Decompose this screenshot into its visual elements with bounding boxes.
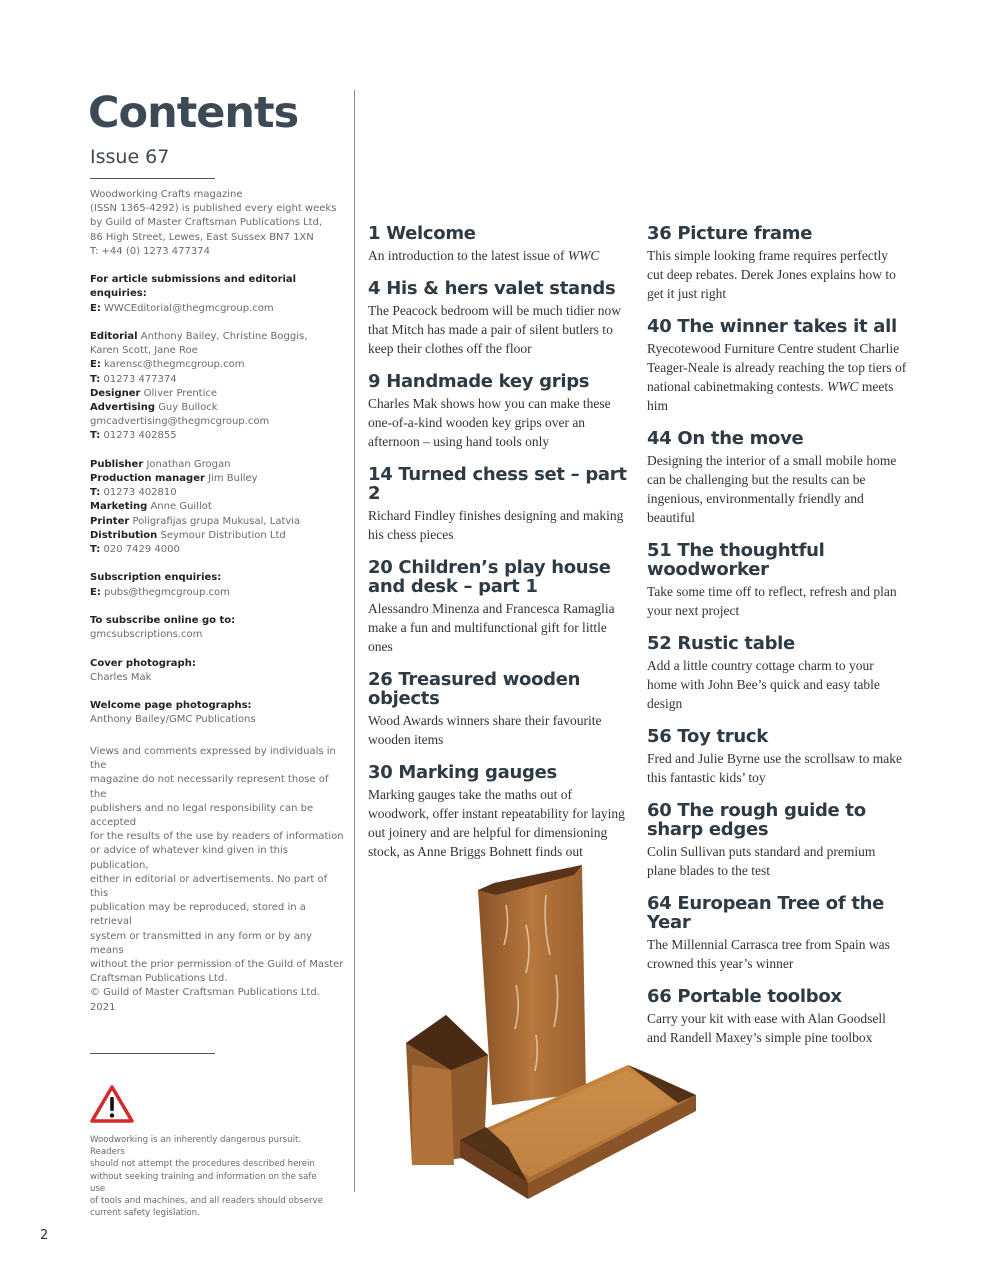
contents-entry[interactable]: [647, 429, 907, 527]
safety-line: without seeking training and information on the safe use: [90, 1171, 317, 1194]
entry-desc: Charles Mak shows how you can make these one-of-a-kind wooden key grips over an afternoon – using hand tools only: [368, 396, 611, 449]
designer-name: Oliver Prentice: [143, 387, 218, 399]
phone-label: T:: [90, 487, 101, 499]
contents-entry[interactable]: [647, 317, 907, 415]
disclaimer-line: system or transmitted in any form or by any means: [90, 930, 313, 956]
page-number: 2: [40, 1228, 49, 1243]
cover-credit-block: [90, 657, 345, 685]
page-title: Contents: [88, 88, 299, 138]
disclaimer: [90, 745, 345, 1015]
entry-title[interactable]: 1 Welcome: [368, 223, 476, 244]
entry-desc: Alessandro Minenza and Francesca Ramaglia make a fun and multifunctional gift for little ones: [368, 601, 615, 654]
entry-desc: Carry your kit with ease with Alan Goodsell and Randell Maxey’s simple pine toolbox: [647, 1011, 886, 1045]
advertising-phone: 01273 402855: [103, 430, 177, 442]
submissions-block: [90, 273, 345, 316]
entry-title[interactable]: 20 Children’s play house and desk – part 1: [368, 557, 611, 597]
designer-label: Designer: [90, 387, 141, 399]
wooden-holders-photo: [396, 865, 706, 1200]
entry-title[interactable]: 26 Treasured wooden objects: [368, 669, 581, 709]
entry-desc: Add a little country cottage charm to your home with John Bee’s quick and easy table design: [647, 658, 880, 711]
publisher-label: Publisher: [90, 458, 144, 470]
production-name: Jim Bulley: [208, 473, 258, 485]
marketing-label: Marketing: [90, 501, 148, 513]
safety-line: of tools and machines, and all readers should observe: [90, 1196, 323, 1207]
disclaimer-line: magazine do not necessarily represent those of the: [90, 774, 329, 800]
subscription-block: [90, 571, 345, 599]
distribution-label: Distribution: [90, 529, 158, 541]
entry-title[interactable]: 66 Portable toolbox: [647, 986, 842, 1007]
printer-name: Poligrafijas grupa Mukusal, Latvia: [132, 515, 301, 527]
intro-line: (ISSN 1365-4292) is published every eight weeks: [90, 203, 337, 215]
publisher-name: Jonathan Grogan: [146, 458, 231, 470]
issue-number: Issue 67: [90, 146, 170, 168]
contents-entry[interactable]: [368, 763, 628, 861]
entry-desc: This simple looking frame requires perfectly cut deep rebates. Derek Jones explains how to get it just right: [647, 248, 896, 301]
production-label: Production manager: [90, 473, 205, 485]
entry-desc: Fred and Julie Byrne use the scrollsaw to make this fantastic kids’ toy: [647, 751, 902, 785]
entry-desc: The Millennial Carrasca tree from Spain was crowned this year’s winner: [647, 937, 890, 971]
safety-line: Woodworking is an inherently dangerous pursuit. Readers: [90, 1135, 302, 1158]
entry-title[interactable]: 56 Toy truck: [647, 726, 768, 747]
contents-entry[interactable]: [368, 279, 628, 358]
disclaimer-line: Views and comments expressed by individuals in the: [90, 746, 336, 772]
editorial-phone: 01273 477374: [103, 373, 177, 385]
publishing-block: [90, 458, 345, 557]
entry-desc: Richard Findley finishes designing and making his chess pieces: [368, 508, 624, 542]
contents-entry[interactable]: [368, 465, 628, 544]
entry-title[interactable]: 14 Turned chess set – part 2: [368, 464, 627, 504]
subscription-heading: Subscription enquiries:: [90, 572, 222, 584]
warning-triangle-icon: [90, 1084, 134, 1124]
email-label: E:: [90, 359, 101, 371]
submissions-heading: For article submissions and editorial enquiries:: [90, 274, 297, 300]
safety-line: should not attempt the procedures described herein: [90, 1159, 315, 1170]
entry-title[interactable]: 4 His & hers valet stands: [368, 278, 616, 299]
subscribe-online-link[interactable]: gmcsubscriptions.com: [90, 629, 203, 641]
divider: [90, 178, 215, 179]
email-label: E:: [90, 586, 101, 598]
contents-entry[interactable]: [368, 372, 628, 451]
intro-line: T: +44 (0) 1273 477374: [90, 245, 210, 257]
magazine-name: WWC: [567, 248, 600, 263]
entry-desc-text: Ryecotewood Furniture Centre student Charlie Teager-Neale is already reaching the top tiers of national cabinetmaking contests.: [647, 341, 907, 394]
welcome-heading: Welcome page photographs:: [90, 700, 252, 712]
printer-label: Printer: [90, 515, 130, 527]
entry-desc-text: meets him: [647, 379, 894, 413]
disclaimer-line: © Guild of Master Craftsman Publications Ltd. 2021: [90, 987, 320, 1013]
email-label: E:: [90, 302, 101, 314]
entry-desc: Take some time off to reflect, refresh and plan your next project: [647, 584, 897, 618]
subscribe-online-block: [90, 614, 345, 642]
entry-title[interactable]: 51 The thoughtful woodworker: [647, 540, 825, 580]
entry-title[interactable]: 40 The winner takes it all: [647, 316, 897, 337]
column-divider: [354, 90, 355, 1192]
entry-title[interactable]: 60 The rough guide to sharp edges: [647, 800, 866, 840]
entry-desc: [368, 246, 628, 265]
intro-line: 86 High Street, Lewes, East Sussex BN7 1XN: [90, 231, 314, 243]
phone-label: T:: [90, 544, 101, 556]
entry-title[interactable]: 44 On the move: [647, 428, 804, 449]
cover-credit: Charles Mak: [90, 671, 152, 683]
entry-desc: Wood Awards winners share their favourite wooden items: [368, 713, 602, 747]
production-phone: 01273 402810: [103, 487, 177, 499]
contents-entry[interactable]: [647, 634, 907, 713]
welcome-credit: Anthony Bailey/GMC Publications: [90, 714, 256, 726]
entry-desc: Designing the interior of a small mobile home can be challenging but the results can be ingenious, environmentally friendly and beautiful: [647, 453, 897, 525]
disclaimer-line: or advice of whatever kind given in this publication,: [90, 845, 288, 871]
contents-entry[interactable]: [647, 224, 907, 303]
disclaimer-line: Craftsman Publications Ltd.: [90, 973, 228, 985]
masthead-intro: [90, 188, 345, 259]
phone-label: T:: [90, 373, 101, 385]
divider: [90, 1053, 215, 1054]
submissions-email[interactable]: WWCEditorial@thegmcgroup.com: [104, 302, 274, 314]
contents-column-left: [368, 224, 628, 875]
entry-desc: Marking gauges take the maths out of woodwork, offer instant repeatability for laying out joinery and are helpful for dimensioning stock, as Anne Briggs Bohnett finds out: [368, 787, 625, 859]
editorial-names: Anthony Bailey, Christine Boggis,: [140, 331, 308, 342]
disclaimer-line: for the results of the use by readers of information: [90, 831, 344, 843]
magazine-name: WWC: [826, 379, 859, 394]
marketing-name: Anne Guillot: [150, 501, 212, 513]
entry-title[interactable]: 30 Marking gauges: [368, 762, 557, 783]
subscribe-online-heading: To subscribe online go to:: [90, 615, 236, 627]
disclaimer-line: without the prior permission of the Guild of Master: [90, 959, 344, 971]
safety-line: current safety legislation.: [90, 1208, 200, 1219]
entry-title[interactable]: 9 Handmade key grips: [368, 371, 590, 392]
contents-entry[interactable]: [368, 670, 628, 749]
disclaimer-line: publishers and no legal responsibility can be accepted: [90, 802, 314, 829]
cover-heading: Cover photograph:: [90, 657, 196, 669]
entry-desc-text: An introduction to the latest issue of: [368, 248, 568, 263]
welcome-credit-block: [90, 699, 345, 727]
intro-line: Woodworking Crafts magazine: [90, 189, 243, 200]
contents-entry[interactable]: [647, 541, 907, 620]
entry-desc: The Peacock bedroom will be much tidier now that Mitch has made a pair of silent butlers to keep their clothes off the floor: [368, 303, 622, 356]
advertising-name: Guy Bullock: [158, 402, 218, 414]
distribution-name: Seymour Distribution Ltd: [160, 529, 286, 541]
entry-desc: [647, 339, 907, 415]
phone-label: T:: [90, 430, 101, 442]
editorial-label: Editorial: [90, 331, 138, 342]
staff-block: [90, 330, 345, 444]
safety-notice: [90, 1134, 330, 1219]
masthead: [90, 188, 345, 742]
editorial-names: Karen Scott, Jane Roe: [90, 345, 198, 357]
disclaimer-line: publication may be reproduced, stored in a retrieval: [90, 902, 306, 928]
disclaimer-line: either in editorial or advertisements. No part of this: [90, 873, 328, 900]
contents-entry[interactable]: [647, 727, 907, 787]
entry-desc: Colin Sullivan puts standard and premium plane blades to the test: [647, 844, 876, 878]
contents-entry[interactable]: [368, 224, 628, 265]
contents-entry[interactable]: [368, 558, 628, 656]
advertising-email[interactable]: gmcadvertising@thegmcgroup.com: [90, 416, 270, 428]
entry-title[interactable]: 64 European Tree of the Year: [647, 893, 885, 933]
intro-line: by Guild of Master Craftsman Publications Ltd,: [90, 217, 323, 229]
advertising-label: Advertising: [90, 402, 155, 414]
entry-title[interactable]: 52 Rustic table: [647, 633, 795, 654]
subscription-email[interactable]: pubs@thegmcgroup.com: [104, 586, 230, 598]
distribution-phone: 020 7429 4000: [103, 544, 180, 556]
entry-title[interactable]: 36 Picture frame: [647, 223, 813, 244]
editorial-email[interactable]: karensc@thegmcgroup.com: [104, 359, 245, 371]
